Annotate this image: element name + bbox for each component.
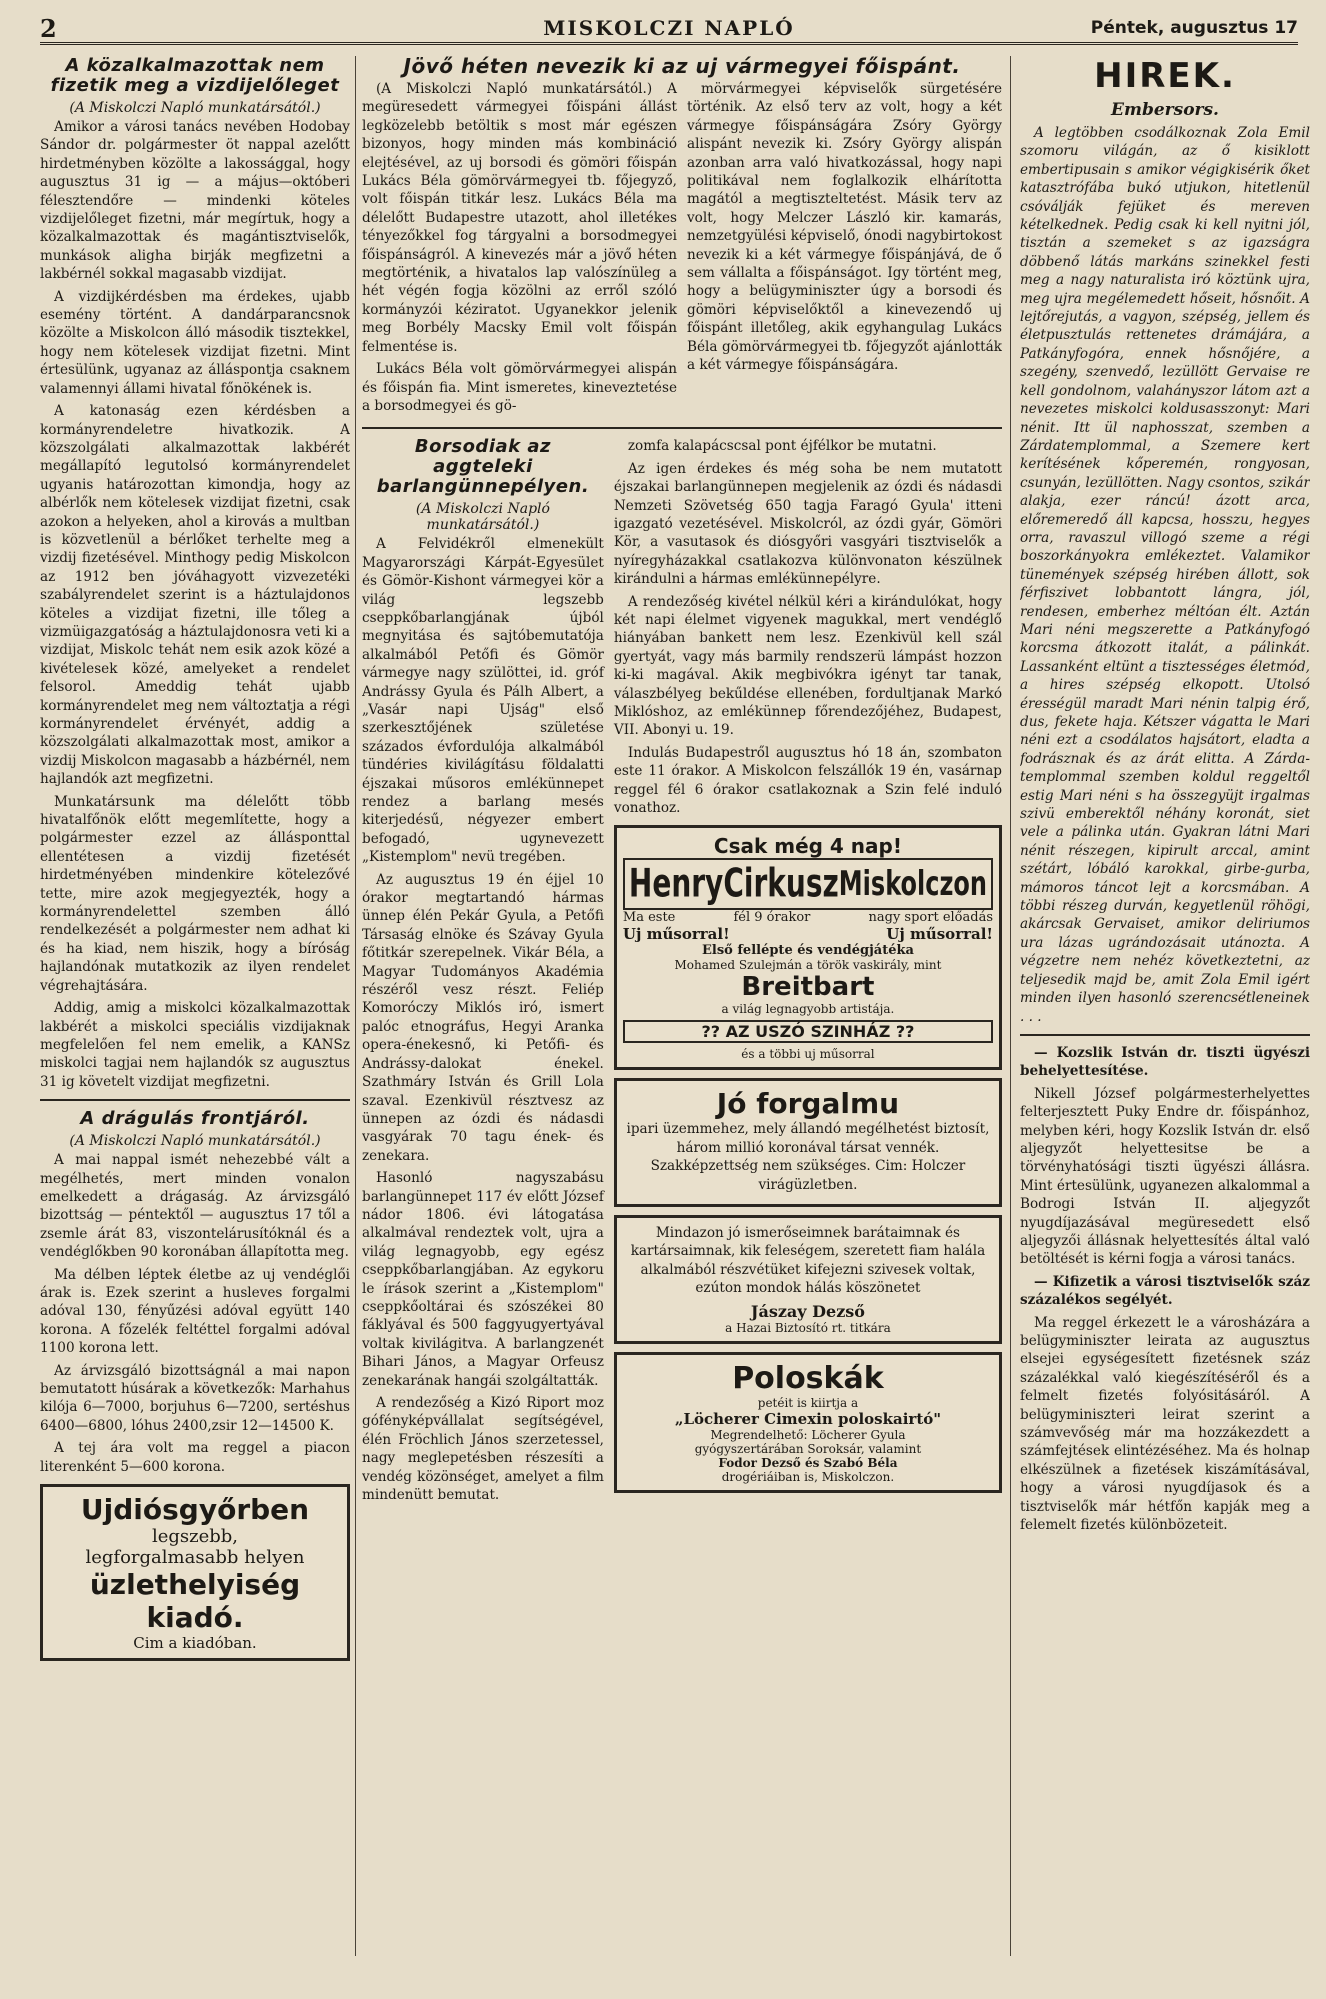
ad-first: Első fellépte és vendégjátéka	[701, 943, 914, 959]
paragraph: Az árvizsgáló bizottságnál a mai napon bemutatott húsárak a következők: Marhahus kilója 6—7000, borjuhus 6—7200, sertéshus 6400—6800, lóhus 2400,zsir 12—14500 K.	[40, 1362, 350, 1434]
paper-name: MISKOLCZI NAPLÓ	[543, 16, 795, 40]
ad-line: Cim a kiadóban.	[133, 1634, 257, 1653]
news-item	[1020, 1044, 1310, 1269]
page-header	[40, 14, 1298, 45]
divider	[362, 427, 1002, 429]
column-right	[1020, 56, 1310, 1976]
section-title: HIREK.	[1094, 56, 1236, 96]
page-number: 2	[40, 14, 57, 43]
ad-line: üzlethelyiség kiadó.	[89, 1568, 301, 1635]
article-foispan	[362, 56, 1002, 419]
ad-line: gyógyszertárában Soroksár, valamint	[694, 1441, 922, 1456]
divider	[1020, 1034, 1310, 1036]
article-dragulas	[40, 1109, 350, 1476]
ad-title: Poloskák	[732, 1360, 884, 1396]
paragraph: Ma délben léptek életbe az uj vendéglői árak is. Ezek szerint a husleves forgalmi adóval 130, fényűzési adóval együtt 140 korona. A főzelék feltéttel forgalmi adóval 1100 korona lett.	[40, 1266, 350, 1357]
paragraph: Indulás Budapestről augusztus hó 18 án, szombaton este 11 órakor. A Miskolcon felszállók 19 én, vasárnap reggel fél 6 órakor csatlakoznak a Szin felé induló vonathoz.	[613, 744, 1002, 817]
news-text: Nikell József polgármesterhelyettes felterjesztett Puky Endre dr. főispánhoz, melyben kéri, hogy Kozslik István dr. első aljegyzőt helyettesitse be a törvényhatósági tiszti ügyészi állásra. Mint értesülünk, ugyanezen alkalommal a Bodrogi István II. aljegyzőt nyugdíjazásával megüresedett első aljegyzői állásnak helyettesítés által való betöltését is kérni fogja a városi tanács.	[1020, 1085, 1310, 1268]
ad-text: ipari üzemmehez, mely állandó megélhetést biztosít, három millió koronával társat vennék. Szakképzettség nem szükséges. Cim: Holczer virágüzletben.	[626, 1121, 990, 1193]
ad-city: Miskolczon	[838, 864, 987, 905]
byline: (A Miskolczi Napló munkatársától.)	[415, 501, 550, 534]
ad-line: legszebb,	[151, 1526, 239, 1548]
paragraph: A vizdijkérdésben ma érdekes, ujabb esemény történt. A dandárparancsnok közölte a Miskolcon álló második tisztekkel, hogy nem kötelesek vizdijat fizetni. Mint értesülünk, ugyanaz az álláspontja csaknem valamennyi állami hivatal főnökének is.	[40, 288, 350, 397]
ad-line: drogériáiban is, Miskolczon.	[721, 1469, 895, 1484]
ad-line: petéit is kiirtja a	[757, 1395, 859, 1410]
ad-uzlethelyiseg	[40, 1484, 350, 1661]
article-barlang	[362, 437, 604, 1508]
paragraph: Hasonló nagyszabásu barlangünnepet 117 év előtt József nádor 1806. évi látogatása alkalmával rendeztek volt, ujra a világ legnagyobb, egy egész cseppkőbarlangjában. Az egykoru le írások szerint a „Kistemplom" cseppkőoltárai és szószékei 80 fáklyával és 500 faggyugyertyával voltak kivilágitva. A barlangzenét Bihari János, a Magyar Orfeusz zenekarának hangái szolgáltatták.	[362, 1170, 604, 1389]
column-left	[40, 56, 350, 1976]
ad-line: Megrendelhető: Löcherer Gyula	[710, 1427, 906, 1442]
ad-poloskak	[614, 1352, 1002, 1493]
ad-guest: Mohamed Szulejmán a török vaskirály, mint	[674, 958, 942, 973]
paragraph: Amikor a városi tanács nevében Hodobay Sándor dr. polgármester öt nappal azelőtt hirdetményben közölte a lakossággal, hogy augusztus 31 ig — a május—októberi félesztendőre — mindenki köteles vizdijelőleget fizetni, már megírtuk, hogy a közalkalmazottak és magántisztviselők, munkások aligha birják megfizetni a lakbérnél sokkal magasabb vizdijat.	[40, 119, 350, 283]
subsection-title: Embersors.	[1111, 100, 1219, 120]
thanks-text: Mindazon jó ismerőseimnek barátaimnak és kartársaimnak, kik feleségem, szeretett fiam halála alkalmából részvétüket kifejezni szivesek voltak, ezúton mondok hálás köszönetet	[630, 1225, 986, 1297]
paragraph: A legtöbben csodálkoznak Zola Emil szomoru világán, az ő kisiklott embertipusain s amikor végigkisérik őket katasztrófába bukó utjukon, hitetlenül csóválják fejüket és mereven kételkednek. Pedig csak ki kell nyitni jól, tisztán a szemeket s az igazságra döbbenő látás markáns szinekkel festi meg a nagy naturalista iró köztünk ujra, meg ujra megélemedett hőseit, hősnőit. A lejtőrejutás, a vagyon, szépség, jellem és életpusztulás rettenetes drámájára, a Patkányfogóra, ennek hősnőjére, a szegény, szenvedő, lezüllött Gervaise re kell gondolnom, valahányszor látom azt a nevezetes miskolci koldusasszonyt: Mari nénit. Itt ül naphosszat, szemben a Zárdatemplommal, a Szemere kert kerítésének kőperemén, rongyosan, csunyán, lezüllötten. Nagy csontos, szikár alakja, ezer ráncú! ázott arca, előremeredő áll kapcsa, hosszu, hegyes orra, ravaszul villogó szeme a régi boszorkányokra emlékeztet. Valamikor tünemények szépség hirében állott, sok férfiszivet lobbantott lángra, jól, rendesen, emberhez méltóan élt. Aztán Mari néni megszerette a Patkányfogó korcsma átkozott italát, a pálinkát. Lassanként eltünt a tisztességes életmód, a hires szépség elkopott. Utolsó érességül maradt Mari nénin talpig érő, dus, fekete haja. Kétszer vágatta le Mari néni ezt a csodálatos hajsátort, eladta a fodrásznak és az árát elitta. A Zárda-templommal szemben koldul reggeltől estig Mari néni s ha összegyüjt irgalmas szivü emberektől néhány koronát, siet vele a pálinka után. Gyakran látni Mari nénit részegen, kipirult arccal, amint szétárt, lóbáló karokkal, girbe-gurba, mámoros táncot lejt a korcsmában. A többi részeg durván, kegyetlenül röhögi, akárcsak Gervaiset, amikor deliriumos ura lázas ugrándozásait utánozta. A végzetre nem nehéz következtetni, az teljesedik majd be, amit Zola Emil igért minden ilyen hasonló szerencsétleneinek . . .	[1020, 125, 1310, 1025]
article-title: Borsodiak az aggteleki barlangünnepélyen.	[376, 436, 590, 498]
ad-banner: Csak még 4 nap!	[713, 834, 902, 859]
article-title: Jövő héten nevezik ki az uj vármegyei főispánt.	[403, 56, 961, 78]
ad-henry: Henry	[628, 860, 724, 907]
ad-strong: a világ legnagyobb artistája.	[721, 1002, 895, 1017]
article-title: A drágulás frontjáról.	[80, 1108, 310, 1130]
paragraph: Az igen érdekes és még soha be nem mutatott éjszakai barlangünnepen megjelenik az ózdi és nádasdi Nemzeti Szövetség 650 tagja Faragó Gyula' itteni igazgató vezetésével. Miskolcról, az ózdi gyár, Gömöri Kör, a vasutasok és diósgyőri vasgyári tisztviselők a nyíregyházakkal csatlakozva különvonaton készülnek kirándulni a hármas emlékünnepélyre.	[613, 460, 1002, 588]
issue-date: Péntek, augusztus 17	[1090, 18, 1298, 38]
paragraph: zomfa kalapácscsal pont éjfélkor be mutatni.	[627, 438, 937, 455]
ad-line: Ujdiósgyőrben	[80, 1493, 310, 1527]
ad-circus	[614, 825, 1002, 1070]
ad-time: fél 9 órakor	[733, 910, 811, 926]
column-divider	[1010, 56, 1011, 1956]
byline: (A Miskolczi Napló munkatársától.)	[69, 100, 321, 116]
ad-new: Uj műsorral!	[622, 925, 730, 944]
ad-sport: nagy sport előadás	[868, 910, 993, 926]
thanks-role: a Hazai Biztosító rt. titkára	[725, 1320, 891, 1335]
column-divider	[355, 56, 356, 1956]
paragraph: Munkatársunk ma délelőtt több hivatalfőnök előtt megemlítette, hogy a polgármester ezzel az állásponttal ellentétesen a vizdij fizetését hirdetményében mindenkire kötelezővé tette, mire azok megjegyezték, hogy a kormányrendelettel szemben álló rendelkezését a polgármester nem adhat ki és ha kiad, nem hiszik, hogy a bíróság hajlandónak mutatkozik az ilyen rendelet végrehajtására.	[40, 793, 350, 994]
byline: (A Miskolczi Napló munkatársától.)	[69, 1133, 321, 1150]
divider	[40, 1099, 350, 1101]
paragraph: A Felvidékről elmenekült Magyarországi Kárpát-Egyesület és Gömör-Kishont vármegyei kör a világ legszebb cseppkőbarlangjának újból megnyitása és sajtóbemutatója alkalmából Petőfi és Gömör vármegye nagy szülöttei, id. gróf Andrássy Gyula és Pálh Albert, a „Vasár napi Ujság" első szerkesztőjének születése százados évfordulója alkalmából tündéries kivilágításu földalatti éjszakai műsoros emlékünnepet rendez a barlang mesés kiterjedésű, négyezer embert befogadó, ugynevezett „Kistemplom" nevü tregében.	[362, 536, 604, 866]
ad-breitbart: Breitbart	[741, 972, 875, 1003]
paragraph: A tej ára volt ma reggel a piacon literenként 5—600 korona.	[40, 1440, 350, 1475]
paragraph: A rendezőség kivétel nélkül kéri a kirándulókat, hogy két napi élelmet vigyenek magukkal, mert vendéglő hiányában bankett nem lesz. Ezenkivül kell szál gyertyát, vagy más barmily rendszerü lámpást hozzon ki-ki magával. Akik megbivókra igényt tar tanak, válaszbélyeg bekűldése ellenében, fordultjanak Markó Miklóshoz, az emlékünnep főrendezőjéhez, Budapest, VII. Abonyi u. 19.	[613, 593, 1002, 739]
paragraph: A mai nappal ismét nehezebbé vált a megélhetés, mert minden vonalon emelkedett a drágaság. Az árvizsgáló bizottság — péntektől — augusztus 17 től a zsemle árát 83, viszontelárusítóknál és a vendéglőkben 90 koronában állapította meg.	[40, 1152, 350, 1261]
ad-line: Fodor Dezső és Szabó Béla	[718, 1455, 898, 1470]
ad-pool: ?? AZ USZÓ SZINHÁZ ??	[623, 1020, 993, 1043]
article-title: A közalkalmazottak nem fizetik meg a vizdijelőleget	[50, 56, 340, 96]
ad-cirkusz: Cirkusz	[723, 860, 839, 907]
news-title: — Kozslik István dr. tiszti ügyészi behelyettesítése.	[1020, 1044, 1310, 1080]
paragraph: (A Miskolczi Napló munkatársától.) A megüresedett vármegyei főispáni állást legközelebb betöltik s most már egészen bizonyos, hogy minden más kombináció elejtésével, az uj borsodi és gömöri főispán Lukács Béla gömörvármegyei tb. főjegyző, volt főispán titkár lesz. Lukács Béla ma délelőtt Budapestre utazott, ahol illetékes tényezőkkel fog tárgyalni a borsodmegyei főispánságról. A kinevezés már a jövő héten megtörténik, a hivatalos lap valószínüleg a hét végén fogja közölni az erről szóló kormányzói kéziratot. Ugyanekkor jelenik meg Borbély Macsky Emil volt főispán felmentése is.	[362, 81, 677, 355]
ad-forgalom	[614, 1078, 1002, 1207]
news-item	[1020, 1273, 1310, 1535]
thanks-name: Jászay Dezső	[750, 1301, 865, 1321]
article-vizdij	[40, 56, 350, 1091]
column-middle	[362, 56, 1002, 1976]
ad-new: Uj műsorral!	[886, 925, 993, 944]
paragraph: A rendezőség a Kizó Riport moz gófényképvállalat segítségével, élén Fröchlich János szerzetessel, nagy meglepetésben részesíti a vendég közönséget, amelyet a film mindenütt bemutat.	[362, 1395, 604, 1504]
paragraph: Addig, amig a miskolci közalkalmazottak lakbérét a miskolci speciális vizdijaknak megfelelően fel nem emelik, a KANSz miskolci tagjai nem hajlandók sz augusztus 31 ig követelt vizdijat megfizetni.	[40, 1000, 350, 1090]
paragraph: Lukács Béla volt gömörvármegyei alispán és főispán fia. Mint ismeretes, kineveztetése a borsodmegyei és gö-	[362, 361, 677, 414]
news-text: Ma reggel érkezett le a városházára a belügyminiszter leirata az augusztus elsejei egységesített fizetésnek száz százalékkal való kiegészítéséről és a felmelt fizetés folyósitásáról. A belügyminiszteri leirat szerint a számvevőség már ma hozzákezdett a számfejtések elintézéséhez. Ma és holnap elkészülnek a fizetések kiszámításával, hogy a városi nyugdíjasok és a tisztviselők már hétfőn kapják meg a felemelt fizetés különbözeteit.	[1020, 1314, 1310, 1534]
paragraph: A katonaság ezen kérdésben a kormányrendeletre hivatkozik. A közszolgálati alkalmazottak lakbérét megállapító legutolsó kormányrendelet ugyanis határozottan kimondja, hogy az albérlők nem kötelesek vizdijat fizetni, csak azokon a helyeken, ahol a kirovás a multban is közvetlenül a bérlőket terhelte meg a vizdij fizetésével. Minthogy pedig Miskolcon az 1912 ben jóváhagyott vizvezetéki szabályrendelet szerint is a háztulajdonos köteles a vizdijat fizetni, ille tőleg a vizmüigazgatóság a háztulajdonosra veti ki a vizdijat, Miskolc tehát nem esik azok közé a kivételesek közé, amelyeket a rendelet felsorol. Ameddig tehát ujabb kormányrendelet meg nem változtatja a régi kormányrendelet érvényét, addig a közszolgálati alkalmazottak most, amikor a vizdij Miskolcon magasabb a házbérnél, nem hajlandók azt megfizetni.	[40, 403, 350, 788]
ad-rest: és a többi uj műsorral	[741, 1047, 875, 1062]
ad-thanks	[614, 1215, 1002, 1344]
paragraph: Az augusztus 19 én éjjel 10 órakor megtartandó hármas ünnep élén Pekár Gyula, a Petőfi Társaság elnöke és Szávay Gyula főtitkár szerepelnek. Vikár Béla, a Magyar Tudományos Akadémia részéről vesz részt. Feliép Komoróczy Miklós iró, ismert palóc etnográfus, Hegyi Aranka opera-énekesnő, ki Petőfi- és Andrássy-dalokat énekel. Szathmáry István és Grill Lola szaval. Ezenkivül résztvesz az ünnepen az ózdi és nádasdi vasgyárak 70 tagu ének- és zenekara.	[362, 871, 604, 1164]
ad-line: „Löcherer Cimexin poloskairtó"	[674, 1409, 942, 1428]
ad-ma: Ma este	[622, 910, 676, 926]
news-title: — Kifizetik a városi tisztviselők száz százalékos segélyét.	[1020, 1273, 1310, 1309]
ad-title: Jó forgalmu	[716, 1087, 900, 1121]
paragraph: mörvármegyei képviselők sürgetésére történik. Az első terv az volt, hogy a két vármegye főispánságára Zsóry György alispánt nevezik ki. Zsóry György alispán azonban arra való hivatkozással, hogy napi politikával nem foglalkozik elhárította magától a megtiszteltetést. Másik terv az volt, hogy Melczer László kir. kamarás, nemzetgyülési képviselő, ónodi nagybirtokost nevezik ki a két vármegye főispánjává, de ő sem vállalta a főispánságot. Igy történt meg, hogy a belügyminiszter úgy a borsodi és gömöri képviselőktől a kinevezendő uj főispánt illetőleg, akik egyhangulag Lukács Béla gömörvármegyei tb. főjegyzőt ajánlották a két vármegye főispánságára.	[687, 81, 1002, 374]
ad-line: legforgalmasabb helyen	[85, 1547, 305, 1569]
